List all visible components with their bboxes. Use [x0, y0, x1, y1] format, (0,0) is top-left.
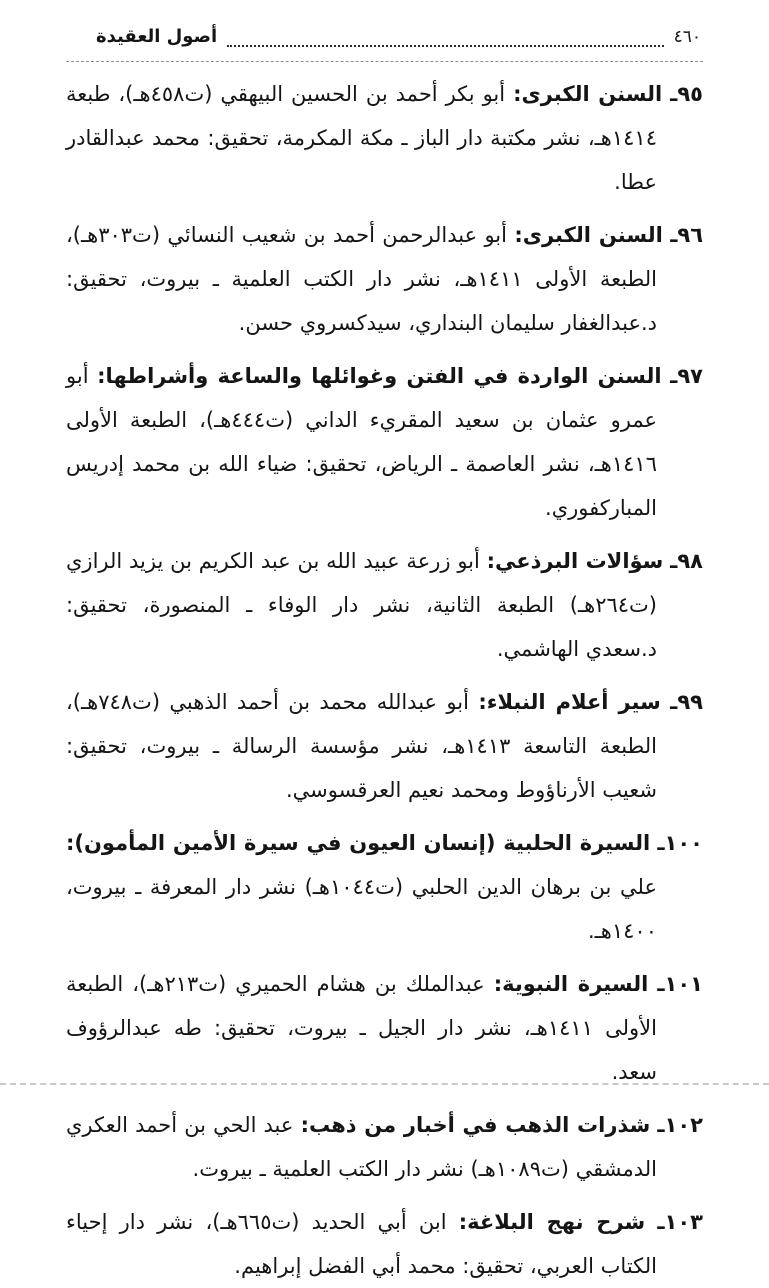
bibliography-entry [66, 354, 703, 530]
bibliography-entry [66, 1200, 703, 1288]
bibliography-entry [66, 539, 703, 671]
entry-number: ١٠٠ـ [657, 831, 703, 855]
entry-title: السنن الكبرى: [513, 82, 663, 106]
entry-number: ٩٦ـ [670, 223, 704, 247]
bibliography-entry [66, 1103, 703, 1191]
entry-number: ٩٥ـ [670, 82, 703, 106]
bibliography-entry [66, 213, 703, 345]
entry-number: ١٠٢ـ [657, 1113, 703, 1137]
entry-title: سير أعلام النبلاء: [478, 690, 661, 714]
entry-title: السيرة الحلبية (إنسان العيون في سيرة الأمين المأمون): [66, 831, 651, 855]
entry-text: أبو بكر أحمد بن الحسين البيهقي (ت٤٥٨هـ)، طبعة ١٤١٤هـ، نشر مكتبة دار الباز ـ مكة المكرمة، تحقيق: محمد عبدالقادر عطا. [66, 82, 657, 194]
entry-number: ٩٨ـ [670, 549, 703, 573]
bibliography-entry [66, 680, 703, 812]
entry-title: سؤالات البرذعي: [486, 549, 664, 573]
entry-title: شذرات الذهب في أخبار من ذهب: [300, 1113, 651, 1137]
entry-title: السنن الكبرى: [514, 223, 663, 247]
entry-title: السيرة النبوية: [493, 972, 649, 996]
bibliography-entry [66, 72, 703, 204]
entry-text: ابن أبي الحديد (ت٦٦٥هـ)، نشر دار إحياء الكتاب العربي، تحقيق: محمد أبي الفضل إبراهيم. [66, 1210, 657, 1278]
bibliography-list [66, 62, 703, 1288]
book-title: أصول العقيدة [96, 26, 218, 47]
entry-text: علي بن برهان الدين الحلبي (ت١٠٤٤هـ) نشر دار المعرفة ـ بيروت، ١٤٠٠هـ. [66, 875, 657, 943]
entry-number: ٩٧ـ [670, 364, 703, 388]
entry-title: السنن الواردة في الفتن وغوائلها والساعة وأشراطها: [97, 364, 662, 388]
entry-text: أبو عمرو عثمان بن سعيد المقريء الداني (ت٤٤٤هـ)، الطبعة الأولى ١٤١٦هـ، نشر العاصمة ـ الرياض، تحقيق: ضياء الله بن محمد إدريس المباركفوري. [66, 364, 657, 520]
entry-number: ٩٩ـ [670, 690, 703, 714]
entry-text: عبدالملك بن هشام الحميري (ت٢١٣هـ)، الطبعة الأولى ١٤١١هـ، نشر دار الجيل ـ بيروت، تحقيق: طه عبدالرؤوف سعد. [66, 972, 657, 1084]
entry-text: أبو زرعة عبيد الله بن عبد الكريم بن يزيد الرازي (ت٢٦٤هـ) الطبعة الثانية، نشر دار الوفاء ـ المنصورة، تحقيق: د.سعدي الهاشمي. [66, 549, 657, 661]
bibliography-entry [66, 962, 703, 1094]
bibliography-entry [66, 821, 703, 953]
entry-title: شرح نهج البلاغة: [458, 1210, 646, 1234]
entry-number: ١٠٣ـ [657, 1210, 703, 1234]
entry-text: أبو عبدالله محمد بن أحمد الذهبي (ت٧٤٨هـ)، الطبعة التاسعة ١٤١٣هـ، نشر مؤسسة الرسالة ـ بيروت، تحقيق: شعيب الأرناؤوط ومحمد نعيم العرقسوسي. [66, 690, 657, 802]
dotted-leader [227, 30, 663, 47]
page-header [66, 26, 703, 62]
entry-number: ١٠١ـ [657, 972, 703, 996]
entry-text: أبو عبدالرحمن أحمد بن شعيب النسائي (ت٣٠٣هـ)، الطبعة الأولى ١٤١١هـ، نشر دار الكتب العلمية ـ بيروت، تحقيق: د.عبدالغفار سليمان البنداري، سيدكسروي حسن. [66, 223, 657, 335]
entry-text: عبد الحي بن أحمد العكري الدمشقي (ت١٠٨٩هـ) نشر دار الكتب العلمية ـ بيروت. [66, 1113, 657, 1181]
page-number: ٤٦٠ [673, 27, 701, 47]
